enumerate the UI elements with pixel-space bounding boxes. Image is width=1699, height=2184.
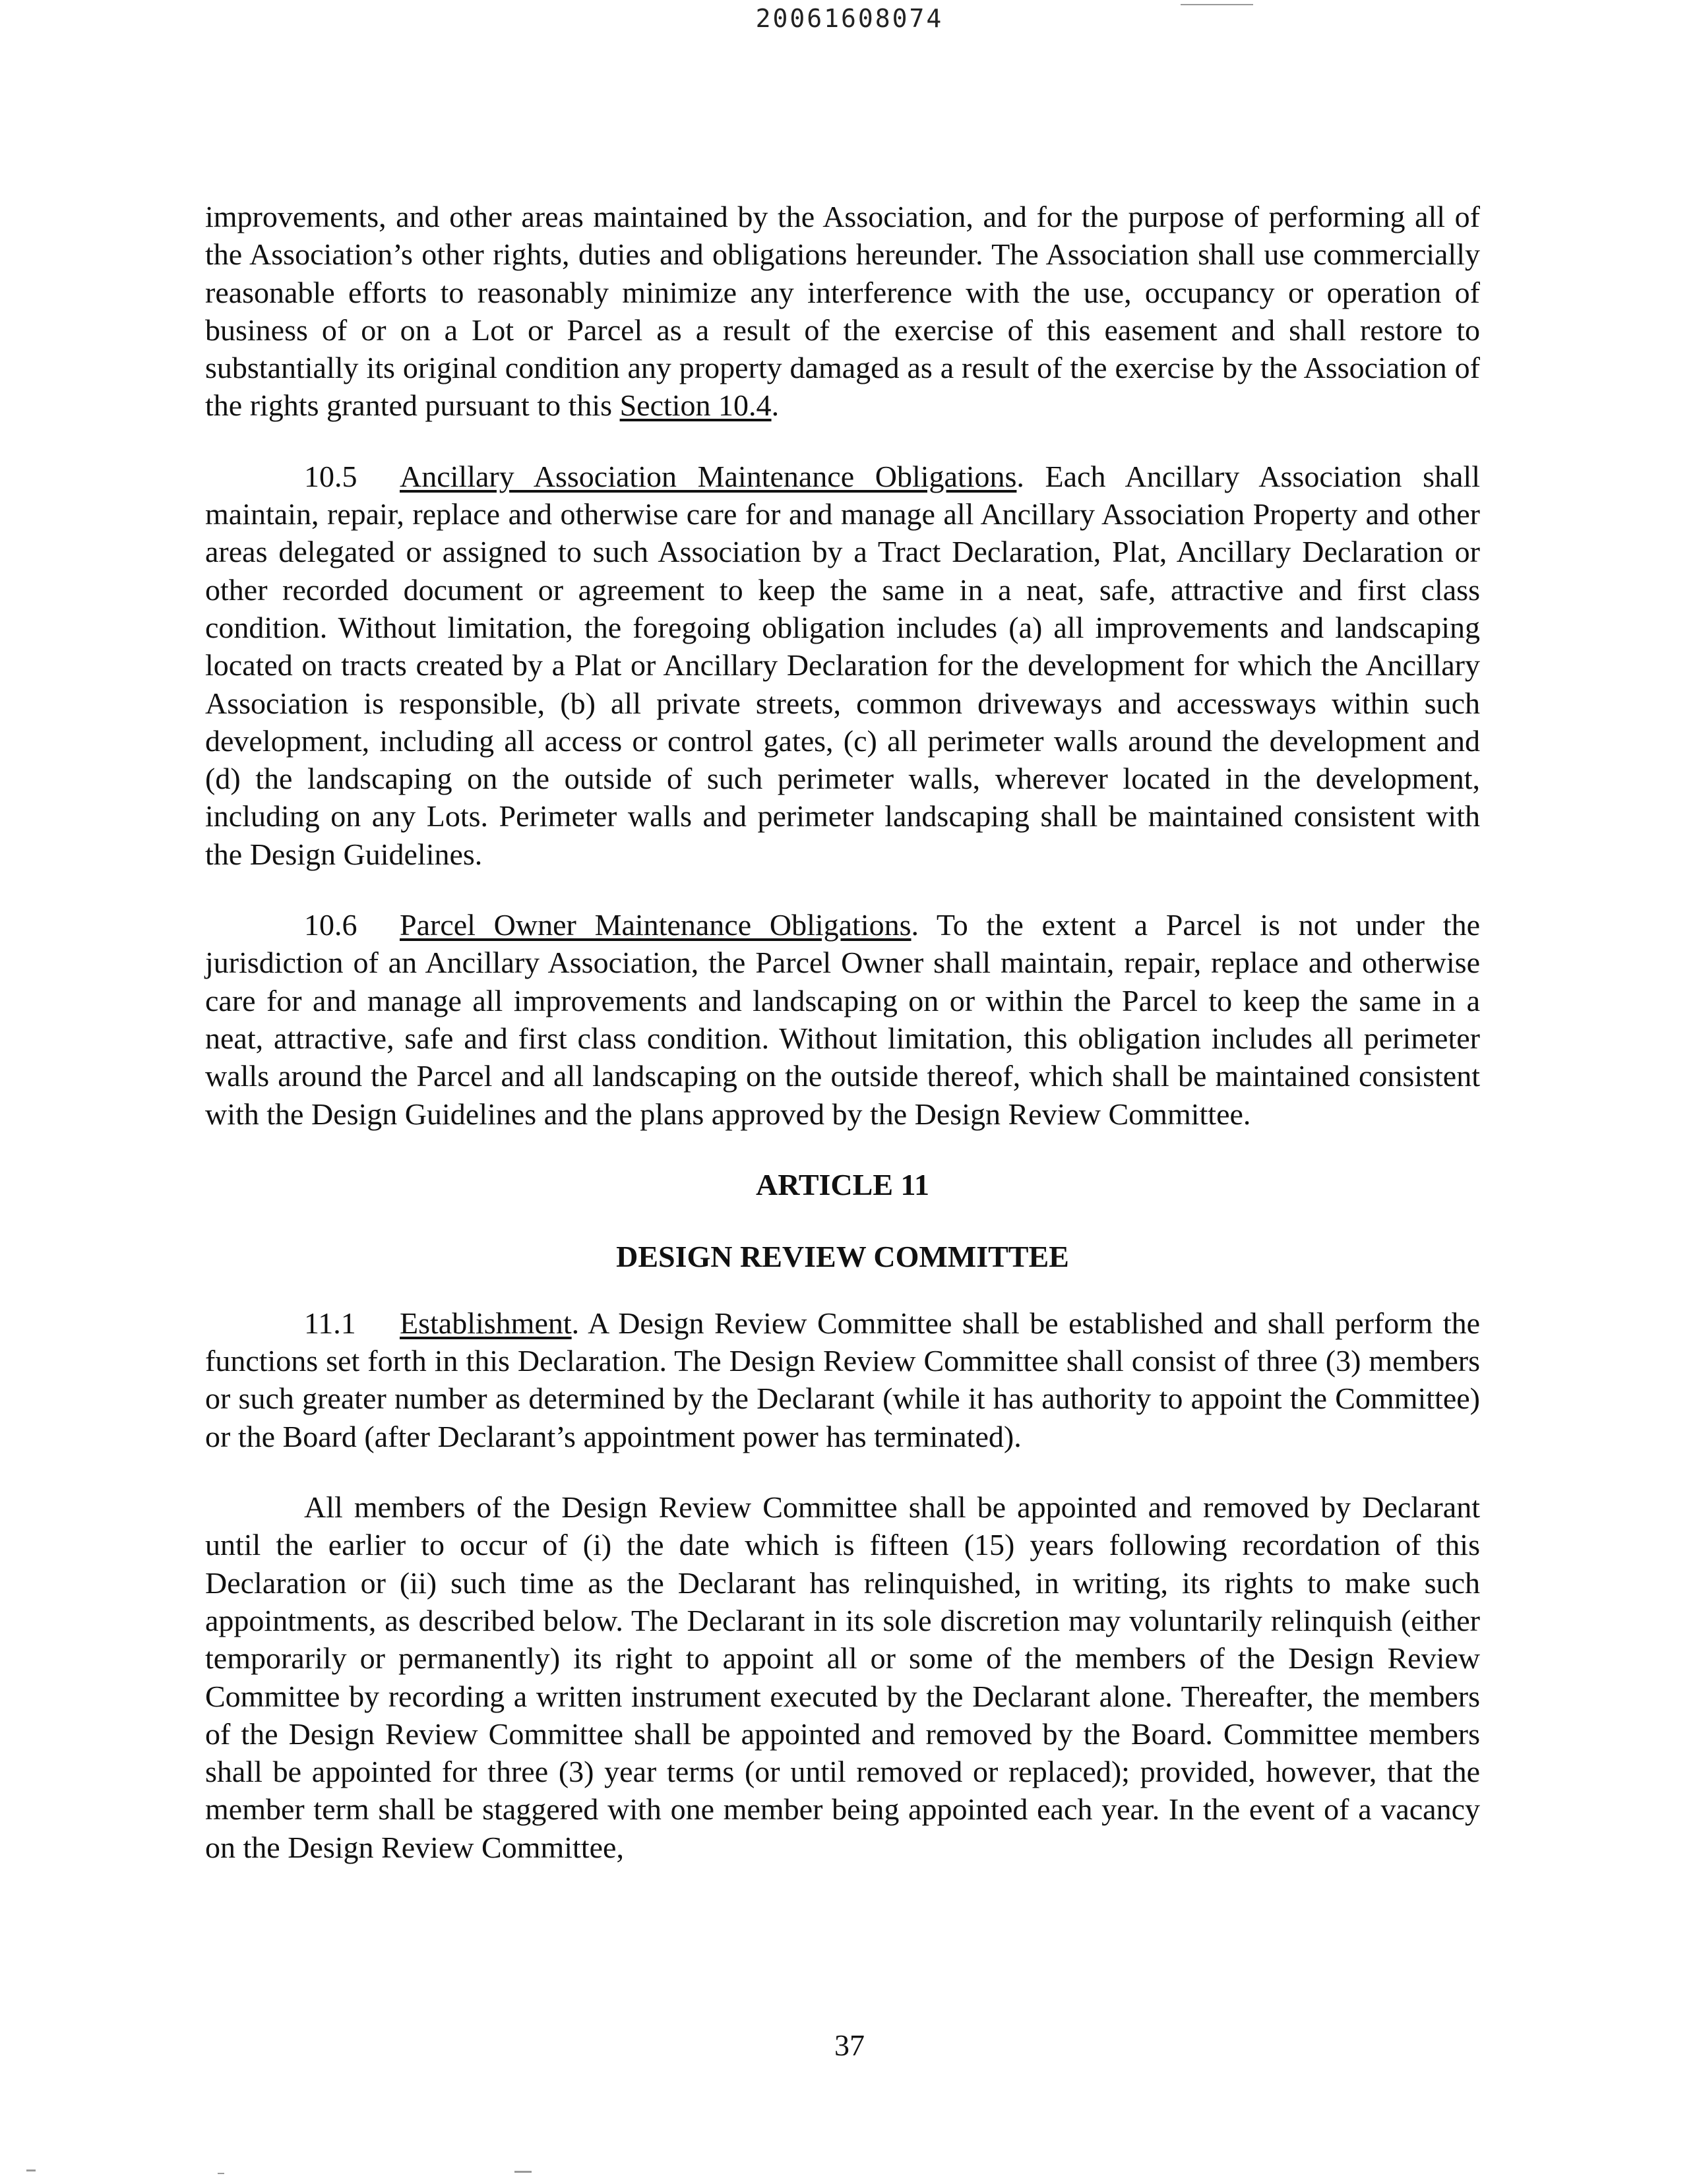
- section-number: 10.5: [304, 459, 357, 493]
- members-paragraph: All members of the Design Review Committee shall be appointed and removed by Declarant until the earlier to occur of (i) the date which is fifteen (15) years following recordation of this Declaration or (ii) such time as the Declarant has relinquished, in writing, its rights to make such appointments, as described below. The Declarant in its sole discretion may voluntarily relinquish (either temporarily or permanently) its right to appoint all or some of the members of the Design Review Committee by recording a written instrument executed by the Declarant alone. Thereafter, the members of the Design Review Committee shall be appointed and removed by the Board. Committee members shall be appointed for three (3) year terms (or until removed or replaced); provided, however, that the member term shall be staggered with one member being appointed each year. In the event of a vacancy on the Design Review Committee,: [205, 1490, 1480, 1864]
- scan-artifact: [218, 2173, 224, 2174]
- section-title: Ancillary Association Maintenance Obligations: [400, 459, 1017, 493]
- section-title: Establishment: [400, 1306, 572, 1340]
- section-reference: Section 10.4: [619, 388, 772, 423]
- scan-artifact: [1181, 4, 1253, 5]
- section-number: 10.6: [304, 908, 357, 942]
- section-text: A Design Review Committee shall be established and shall perform the functions set forth in this Declaration. The Design Review Committee shall consist of three (3) members or such greater number as determined by the Declarant (while it has authority to appoint the Committee) or the Board (after Declarant’s appointment power has terminated).: [205, 1306, 1480, 1453]
- page-number: 37: [834, 2028, 865, 2062]
- scan-artifact: [26, 2169, 36, 2171]
- document-body: [205, 198, 1480, 1899]
- section-number: 11.1: [304, 1306, 356, 1340]
- continuation-paragraph: improvements, and other areas maintained by the Association, and for the purpose of performing all of the Association’s other rights, duties and obligations hereunder. The Association shall use commercially reasonable efforts to reasonably minimize any interference with the use, occupancy or operation of business of or on a Lot or Parcel as a result of the exercise of this easement and shall restore to substantially its original condition any property damaged as a result of the exercise by the Association of the rights granted pursuant to this Section 10.4.: [205, 200, 1480, 423]
- article-heading: ARTICLE 11: [756, 1167, 929, 1201]
- section-text: Each Ancillary Association shall maintain, repair, replace and otherwise care for and manage all Ancillary Association Property and other areas delegated or assigned to such Association by a Tract Declaration, Plat, Ancillary Declaration or other recorded document or agreement to keep the same in a neat, safe, attractive and first class condition. Without limitation, the foregoing obligation includes (a) all improvements and landscaping located on tracts created by a Plat or Ancillary Declaration for the development for which the Ancillary Association is responsible, (b) all private streets, common driveways and accessways within such development, including all access or control gates, (c) all perimeter walls around the development and (d) the landscaping on the outside of such perimeter walls, wherever located in the development, including on any Lots. Perimeter walls and perimeter landscaping shall be maintained consistent with the Design Guidelines.: [205, 459, 1480, 871]
- scan-artifact: [514, 2171, 532, 2173]
- section-title: Parcel Owner Maintenance Obligations: [400, 908, 911, 942]
- section-11-1: 11.1 Establishment. A Design Review Committee shall be established and shall perform the functions set forth in this Declaration. The Design Review Committee shall consist of three (3) members or such greater number as determined by the Declarant (while it has authority to appoint the Committee) or the Board (after Declarant’s appointment power has terminated).: [205, 1304, 1480, 1455]
- document-number: 20061608074: [755, 4, 944, 33]
- article-title: DESIGN REVIEW COMMITTEE: [616, 1239, 1069, 1273]
- section-10-6: 10.6 Parcel Owner Maintenance Obligations. To the extent a Parcel is not under the jurisdiction of an Ancillary Association, the Parcel Owner shall maintain, repair, replace and otherwise care for and manage all improvements and landscaping on or within the Parcel to keep the same in a neat, attractive, safe and first class condition. Without limitation, this obligation includes all perimeter walls around the Parcel and all landscaping on the outside thereof, which shall be maintained consistent with the Design Guidelines and the plans approved by the Design Review Committee.: [205, 906, 1480, 1133]
- section-10-5: 10.5 Ancillary Association Maintenance Obligations. Each Ancillary Association shall maintain, repair, replace and otherwise care for and manage all Ancillary Association Property and other areas delegated or assigned to such Association by a Tract Declaration, Plat, Ancillary Declaration or other recorded document or agreement to keep the same in a neat, safe, attractive and first class condition. Without limitation, the foregoing obligation includes (a) all improvements and landscaping located on tracts created by a Plat or Ancillary Declaration for the development for which the Ancillary Association is responsible, (b) all private streets, common driveways and accessways within such development, including all access or control gates, (c) all perimeter walls around the development and (d) the landscaping on the outside of such perimeter walls, wherever located in the development, including on any Lots. Perimeter walls and perimeter landscaping shall be maintained consistent with the Design Guidelines.: [205, 458, 1480, 873]
- continuation-text: improvements, and other areas maintained by the Association, and for the purpose of performing all of the Association’s other rights, duties and obligations hereunder. The Association shall use commercially reasonable efforts to reasonably minimize any interference with the use, occupancy or operation of business of or on a Lot or Parcel as a result of the exercise of this easement and shall restore to substantially its original condition any property damaged as a result of the exercise by the Association of the rights granted pursuant to this: [205, 200, 1480, 423]
- section-text: To the extent a Parcel is not under the jurisdiction of an Ancillary Association, the Parcel Owner shall maintain, repair, replace and otherwise care for and manage all improvements and landscaping on or within the Parcel to keep the same in a neat, attractive, safe and first class condition. Without limitation, this obligation includes all perimeter walls around the Parcel and all landscaping on the outside thereof, which shall be maintained consistent with the Design Guidelines and the plans approved by the Design Review Committee.: [205, 908, 1480, 1131]
